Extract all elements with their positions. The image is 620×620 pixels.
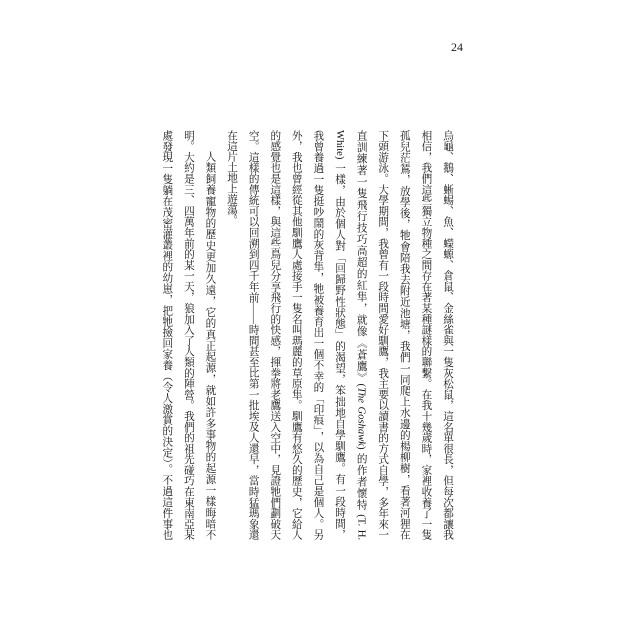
paragraph-1 [220, 130, 458, 540]
column-text: ) 的作者懷特 (T. H. [355, 445, 367, 540]
body-text-block [155, 130, 458, 540]
text-column: 空。這樣的傳統可以回溯到四千年前——時間甚至比第一批埃及人還早，當時猛瑪象還 [247, 130, 259, 540]
text-column: 在這片土地上遊蕩。 [226, 130, 238, 226]
book-title-italic: The Goshawk [355, 387, 367, 446]
paragraph-2 [156, 130, 221, 540]
text-column: White) 一樣，由於個人對「回歸野性狀態」的渴望，笨拙地自學馴鷹。有一段時間， [334, 130, 346, 540]
text-column: 下頭游泳。大學期間，我曾有一段時間愛好馴鷹，我主要以讀書的方式自學，多年來一 [377, 130, 389, 540]
text-column: 明。大約是三、四萬年前的某一天，狼加入了人類的陣營。我們的祖先碰巧在東南亞某 [182, 130, 194, 540]
text-column: 的感覺也是這樣，與這些鳥兒分享飛行的快感，揮拳將老鷹送入空中，見證牠們劃破天 [269, 130, 281, 540]
text-column: 烏龜、鵝、蜥蜴、魚、蠑螈、倉鼠、金絲雀與一隻灰松鼠，這名單很長，但每次都讓我 [442, 130, 453, 540]
text-column [350, 130, 372, 540]
page-number: 24 [451, 40, 463, 54]
text-column: 處發現一隻躺在茂密灌叢裡的幼崽，把牠撿回家養（令人激賞的決定）。不過這件事也 [161, 130, 173, 540]
text-column: 相信，我們這些獨立物種之間存在著某種謎樣的聯繫。在我十幾歲時，家裡收養了一隻 [420, 130, 432, 540]
text-column: 我曾養過一隻挺吵鬧的灰背隼，牠被養育出一個不幸的「印痕」，以為自己是個人。另 [312, 130, 324, 540]
text-column: 外，我也曾經從其他馴鷹人處接手一隻名叫瑪麗的草原隼。馴鷹有悠久的歷史，它給人 [290, 130, 302, 540]
column-text: 直訓練著一隻飛行技巧高超的紅隼，就像《蒼鷹》( [355, 130, 367, 388]
text-column: 孤兒茫鵟，放學後，牠會陪我去附近池塘，我們一同爬上水邊的楊柳樹，看著河狸在 [398, 130, 410, 540]
text-column: 人類飼養寵物的歷史更加久遠，它的真正起源，就如許多事物的起源一樣晦暗不 [204, 151, 216, 540]
